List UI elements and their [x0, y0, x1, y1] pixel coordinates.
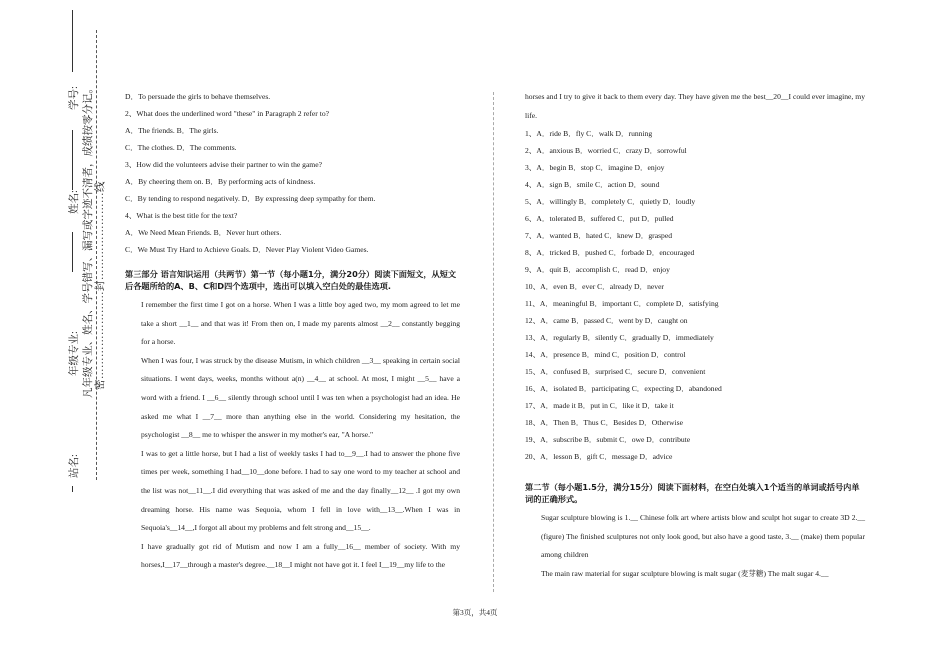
section3-header: 第三部分 语言知识运用（共两节）第一节（每小题1分，满分20分）阅读下面短文，从短文后各题所给的A、B、C和D四个选项中，选出可以填入空白处的最佳选项. [125, 269, 457, 291]
binding-margin [0, 0, 110, 600]
cloze-option-row: 11、A．meaningful B．important C．complete D．satisfying [525, 299, 719, 309]
cloze-option-row: 1、A．ride B．fly C．walk D．running [525, 129, 653, 139]
reading-option-line: C．By tending to respond negatively. D．By expressing deep sympathy for them. [125, 194, 376, 203]
reading-question-line: 4、What is the best title for the text? [125, 211, 238, 220]
right-column [525, 88, 865, 584]
cloze-paragraph-end: horses and I try to give it back to them every day. They have given me the best__20__I could ever imagine, my life. [525, 92, 865, 120]
cloze-option-row: 18、A．Then B．Thus C．Besides D．Otherwise [525, 418, 683, 428]
cloze-option-row: 14、A．presence B．mind C．position D．control [525, 350, 686, 360]
page-number: 第3页，共4页 [452, 608, 498, 617]
cloze-paragraph: I remember the first time I got on a horse. When I was a little boy aged two, my mom agreed to let me take a short __1__ and that was it! From then on, I made my parents almost __2__ constantly begging for a horse. [141, 300, 460, 347]
major-line [72, 232, 73, 272]
cloze-option-row: 4、A．sign B．smile C．action D．sound [525, 180, 660, 190]
cloze-paragraph: I was to get a little horse, but I had a list of weekly tasks I had to__9__.I had to answer the phone five times per week, something I had__10__done before. I had to say one word to my teacher at school and the list was not__11__.I did everything that was asked of me and the day finally__12__ .I got my own dreaming horse. His name was Sequoia, whom I fell in love with__13__.When I was in Sequoia's__14__,I forgot all about my problems and felt strong and__15__. [141, 448, 460, 533]
cloze-option-row: 13、A．regularly B．silently C．gradually D．immediately [525, 333, 714, 343]
grammar-fill-paragraph: The main raw material for sugar sculpture blowing is malt sugar (麦芽糖) The malt sugar 4.__ [541, 568, 829, 578]
cloze-option-row: 5、A．willingly B．completely C．quietly D．loudly [525, 197, 696, 207]
cloze-option-row: 15、A．confused B．surprised C．secure D．convenient [525, 367, 706, 377]
name-line [72, 130, 73, 190]
seal-line-text: 密……………………封……………………线 [95, 181, 106, 390]
reading-option-line: D．To persuade the girls to behave themselves. [125, 92, 271, 101]
student-id-line [72, 10, 73, 72]
reading-option-line: C．The clothes. D．The comments. [125, 143, 237, 152]
cloze-option-row: 7、A．wanted B．hated C．knew D．grasped [525, 231, 672, 241]
student-id-label: 学号: [69, 86, 80, 110]
seal-dashed-line [96, 30, 97, 480]
name-label: 姓名: [69, 190, 80, 214]
cloze-option-row: 12、A．came B．passed C．went by D．caught on [525, 316, 688, 326]
reading-option-line: A．We Need Mean Friends. B．Never hurt others. [125, 228, 282, 237]
major-label: 年级专业: [69, 331, 80, 376]
cloze-paragraph: I have gradually got rid of Mutism and now I am a fully__16__ member of society. With my horses,I__17__through a master's degree.__18__I might not have got it. I feel I__19__my life to the [141, 541, 460, 570]
column-divider [493, 92, 494, 592]
cloze-paragraph: When I was four, I was struck by the disease Mutism, in which children __3__ speaking in certain social situations. I went days, weeks, months without a(n) __4__ at school. At most, I might __5__ have a word with a friend. I __6__ silently through school until I was ten when a psychologist had an idea. He asked me what I __7__ more than anything else in the world. Considering my hesitation, the psychologist __8__ me to whisper the answer in my mother's ear, "A horse." [141, 355, 460, 440]
cloze-option-row: 17、A．made it B．put in C．like it D．take it [525, 401, 674, 411]
reading-question-line: 2、What does the underlined word "these" in Paragraph 2 refer to? [125, 109, 329, 118]
binding-instruction: 凡年级专业、姓名、学号错写、漏写或字迹不清者，成绩按零分记。 [83, 83, 94, 398]
reading-option-line: A．The friends. B．The girls. [125, 126, 219, 135]
cloze-option-row: 16、A．isolated B．participating C．expecting D．abandoned [525, 384, 722, 394]
cloze-option-row: 8、A．tricked B．pushed C．forbade D．encouraged [525, 248, 695, 258]
reading-option-line: C．We Must Try Hard to Achieve Goals. D．Never Play Violent Video Games. [125, 245, 369, 254]
cloze-option-row: 10、A．even B．ever C．already D．never [525, 282, 664, 292]
seat-line [72, 486, 73, 492]
cloze-option-row: 19、A．subscribe B．submit C．owe D．contribute [525, 435, 691, 445]
seat-label: 站名: [69, 454, 80, 478]
reading-option-line: A．By cheering them on. B．By performing acts of kindness. [125, 177, 316, 186]
section2-header: 第二节（每小题1.5分，满分15分）阅读下面材料，在空白处填入1个适当的单词或括号内单词的正确形式。 [525, 482, 860, 505]
cloze-option-row: 20、A．lesson B．gift C．message D．advice [525, 452, 673, 462]
left-column [125, 88, 460, 575]
grammar-fill-paragraph: Sugar sculpture blowing is 1.__ Chinese folk art where artists blow and sculpt hot sugar to create 3D 2.__ (figure) The finished sculptures not only look good, but also have a good taste, 3.__ (make) them popular among children [541, 513, 865, 560]
reading-question-line: 3、How did the volunteers advise their partner to win the game? [125, 160, 322, 169]
cloze-option-row: 3、A．begin B．stop C．imagine D．enjoy [525, 163, 665, 173]
cloze-option-row: 9、A．quit B．accomplish C．read D．enjoy [525, 265, 670, 275]
cloze-option-row: 2、A．anxious B．worried C．crazy D．sorrowful [525, 146, 687, 156]
cloze-option-row: 6、A．tolerated B．suffered C．put D．pulled [525, 214, 674, 224]
